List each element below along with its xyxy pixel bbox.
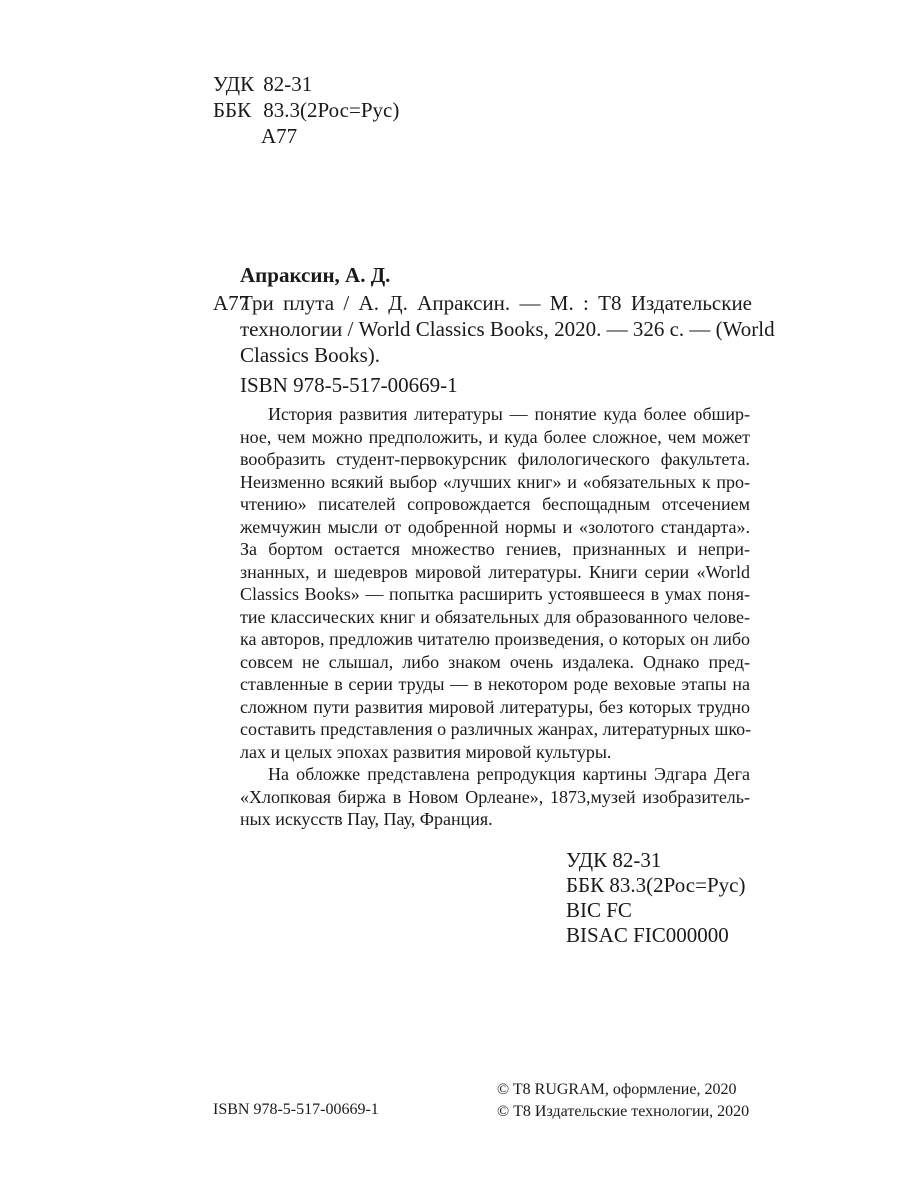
- udk-line: [213, 71, 399, 97]
- annotation-line: ставленные в серии труды — в некотором роде веховые этапы на: [240, 674, 750, 694]
- annotation-line: «Хлопковая биржа в Новом Орлеане», 1873,музей изобразитель-: [240, 786, 750, 807]
- annotation-line: жемчужин мысли от одобренной нормы и «золотого стандарта».: [240, 516, 750, 537]
- bbk-line: [213, 97, 399, 123]
- annotation-line: ка авторов, предложив читателю произведения, о которых он либо: [240, 629, 750, 649]
- annotation: [240, 403, 750, 831]
- catalog-author-sign: А77: [213, 291, 250, 315]
- annotation-line: составить представления о различных жанрах, литературных шко-: [240, 719, 752, 739]
- annotation-line: сложном пути развития мировой литературы, без которых трудно: [240, 696, 750, 717]
- header-classification-codes: [213, 71, 399, 149]
- annotation-line: Неизменно всякий выбор «лучших книг» и «обязательных к про-: [240, 471, 750, 492]
- copyright-line: © T8 RUGRAM, оформление, 2020: [497, 1081, 737, 1098]
- annotation-line: ное, чем можно предположить, и куда более сложное, чем может: [240, 426, 750, 447]
- udk-code: УДК 82-31: [566, 848, 662, 872]
- author-heading: Апраксин, А. Д.: [240, 263, 391, 287]
- annotation-line: ных искусств Пау, Пау, Франция.: [240, 809, 493, 829]
- bic-code: BIC FC: [566, 898, 632, 922]
- bib-line: Classics Books).: [240, 343, 381, 367]
- bibliographic-description: [240, 290, 775, 368]
- annotation-line: История развития литературы — понятие куда более обшир-: [268, 404, 750, 424]
- annotation-line: чтению» писателей сопровождается беспощадным отсечением: [240, 494, 750, 514]
- bbk-label: ББК: [213, 98, 252, 122]
- annotation-line: совсем не слышал, либо знаком очень издалека. Однако пред-: [240, 651, 750, 672]
- bbk-code: ББК 83.3(2Рос=Рус): [566, 873, 746, 897]
- annotation-line: лах и целых эпохах развития мировой культуры.: [240, 741, 612, 762]
- udk-label: УДК: [213, 72, 255, 96]
- annotation-paragraph: [240, 403, 750, 763]
- annotation-line: тие классических книг и обязательных для образованного челове-: [240, 606, 750, 627]
- annotation-line: Classics Books» — попытка расширить устоявшееся в умах поня-: [240, 584, 750, 604]
- classification-codes: [566, 848, 745, 948]
- author-sign: А77: [261, 124, 298, 148]
- footer-isbn: ISBN 978-5-517-00669-1: [213, 1101, 379, 1118]
- udk-value: 82-31: [263, 72, 313, 96]
- copyright-notices: [497, 1079, 749, 1123]
- copyright-line: © Т8 Издательские технологии, 2020: [497, 1103, 750, 1120]
- bib-line: Три плута / А. Д. Апраксин. — М. : Т8 Издательские: [240, 291, 752, 315]
- isbn-line: ISBN 978-5-517-00669-1: [240, 373, 458, 397]
- annotation-line: За бортом остается множество гениев, признанных и непри-: [240, 539, 750, 559]
- annotation-line: вообразить студент-первокурсник филологического факультета.: [240, 449, 750, 469]
- annotation-line: знанных, и шедевров мировой литературы. Книги серии «World: [240, 561, 750, 582]
- bisac-code: BISAC FIC000000: [566, 923, 729, 947]
- bbk-value: 83.3(2Рос=Рус): [263, 98, 400, 122]
- cover-note-paragraph: [240, 763, 750, 831]
- bib-line: технологии / World Classics Books, 2020. — 326 с. — (World: [240, 317, 775, 341]
- annotation-line: На обложке представлена репродукция картины Эдгара Дега: [268, 764, 750, 784]
